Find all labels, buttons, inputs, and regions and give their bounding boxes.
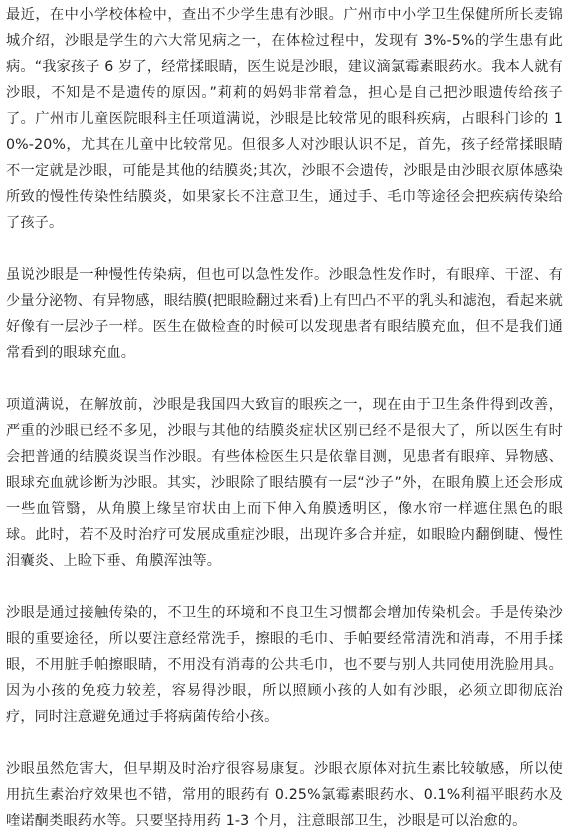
paragraph-symptoms: 虽说沙眼是一种慢性传染病，但也可以急性发作。沙眼急性发作时，有眼痒、干涩、有少量分泌物、有异物感，眼结膜(把眼睑翻过来看)上有凹凸不平的乳头和滤泡，看起来就好像有一层沙子一样。医生在做检查的时候可以发现患者有眼结膜充血，但不是我们通常看到的眼球充血。 [6,267,563,361]
paragraph-treatment: 沙眼虽然危害大，但早期及时治疗很容易康复。沙眼衣原体对抗生素比较敏感，所以使用抗生素治疗效果也不错，常用的眼药有 0.25%氯霉素眼药水、0.1%利福平眼药水及喹诺酮类眼药水等。只要坚持用药 1-3 个月，注意眼部卫生，沙眼是可以治愈的。 [6,761,563,829]
paragraph-prevention: 沙眼是通过接触传染的，不卫生的环境和不良卫生习惯都会增加传染机会。手是传染沙眼的重要途径，所以要注意经常洗手，擦眼的毛巾、手帕要经常清洗和消毒，不用手揉眼，不用脏手帕擦眼睛，不用没有消毒的公共毛巾，也不要与别人共同使用洗脸用具。因为小孩的免疫力较差，容易得沙眼，所以照顾小孩的人如有沙眼，必须立即彻底治疗，同时注意避免通过手将病菌传给小孩。 [6,605,563,725]
paragraph-diagnosis: 项道满说，在解放前，沙眼是我国四大致盲的眼疾之一，现在由于卫生条件得到改善，严重的沙眼已经不多见，沙眼与其他的结膜炎症状区别已经不是很大了，所以医生有时会把普通的结膜炎误当作沙眼。有些体检医生只是依靠目测，见患者有眼痒、异物感、眼球充血就诊断为沙眼。其实，沙眼除了眼结膜有一层“沙子”外，在眼角膜上还会形成一些血管翳，从角膜上缘呈帘状由上而下伸入角膜透明区，像水帘一样遮住黑色的眼球。此时，若不及时治疗可发展成重症沙眼，出现许多合并症，如眼睑内翻倒睫、慢性泪囊炎、上睑下垂、角膜浑浊等。 [6,397,563,569]
paragraph-intro: 最近，在中小学校体检中，查出不少学生患有沙眼。广州市中小学卫生保健所所长麦锦城介绍，沙眼是学生的六大常见病之一，在体检过程中，发现有 3%-5%的学生患有此病。“我家孩子 6 岁了，经常揉眼睛，医生说是沙眼，建议滴氯霉素眼药水。我本人就有沙眼，不知是不是遗传的原因。”莉莉的妈妈非常着急，担心是自己把沙眼遗传给孩子了。广州市儿童医院眼科主任项道满说，沙眼是比较常见的眼科疾病，占眼科门诊的 10%-20%，尤其在儿童中比较常见。但很多人对沙眼认识不足，首先，孩子经常揉眼睛不一定就是沙眼，可能是其他的结膜炎;其次，沙眼不会遗传，沙眼是由沙眼衣原体感染所致的慢性传染性结膜炎，如果家长不注意卫生，通过手、毛巾等途径会把疾病传染给了孩子。 [6,7,563,231]
